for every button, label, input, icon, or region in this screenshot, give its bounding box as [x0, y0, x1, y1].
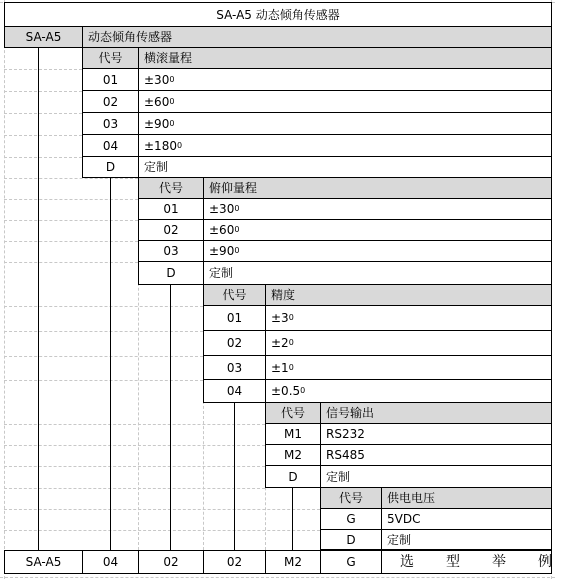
pitch-value: ±30 0 [203, 199, 552, 220]
roll-range-header: 横滚量程 [138, 48, 552, 69]
power-value: 定制 [381, 530, 552, 550]
roll-value: 定制 [138, 157, 552, 178]
roll-code: 01 [82, 69, 138, 91]
roll-value: ±90 0 [138, 113, 552, 135]
pitch-code: 01 [138, 199, 203, 220]
connector-line [170, 285, 171, 550]
output-code: M2 [265, 445, 320, 466]
roll-value: ±30 0 [138, 69, 552, 91]
pitch-code: D [138, 262, 203, 285]
roll-code: 02 [82, 91, 138, 113]
roll-value: ±60 0 [138, 91, 552, 113]
example-output-code: M2 [265, 550, 320, 574]
output-code: M1 [265, 424, 320, 445]
accuracy-code-header: 代号 [203, 285, 265, 306]
roll-code-header: 代号 [82, 48, 138, 69]
power-code: D [320, 530, 381, 550]
power-code-header: 代号 [320, 488, 381, 509]
roll-code: D [82, 157, 138, 178]
accuracy-code: 02 [203, 331, 265, 356]
pitch-value: ±60 0 [203, 220, 552, 241]
connector-line [292, 488, 293, 550]
model-name: 动态倾角传感器 [82, 27, 552, 48]
example-label: 选型举例 [381, 550, 552, 574]
accuracy-code: 01 [203, 306, 265, 331]
page-title: SA-A5 动态倾角传感器 [4, 2, 552, 27]
pitch-value: ±90 0 [203, 241, 552, 262]
model-code: SA-A5 [4, 27, 82, 48]
accuracy-code: 03 [203, 356, 265, 380]
power-header: 供电电压 [381, 488, 552, 509]
output-value: RS232 [320, 424, 552, 445]
example-pitch-code: 02 [138, 550, 203, 574]
power-code: G [320, 509, 381, 530]
example-accuracy-code: 02 [203, 550, 265, 574]
accuracy-code: 04 [203, 380, 265, 403]
connector-line [110, 178, 111, 550]
example-roll-code: 04 [82, 550, 138, 574]
pitch-code: 03 [138, 241, 203, 262]
output-value: 定制 [320, 466, 552, 488]
output-header: 信号输出 [320, 403, 552, 424]
roll-value: ±180 0 [138, 135, 552, 157]
pitch-code: 02 [138, 220, 203, 241]
output-value: RS485 [320, 445, 552, 466]
pitch-code-header: 代号 [138, 178, 203, 199]
accuracy-value: ±2 0 [265, 331, 552, 356]
output-code-header: 代号 [265, 403, 320, 424]
output-code: D [265, 466, 320, 488]
pitch-value: 定制 [203, 262, 552, 285]
roll-code: 04 [82, 135, 138, 157]
accuracy-value: ±3 0 [265, 306, 552, 331]
pitch-range-header: 俯仰量程 [203, 178, 552, 199]
accuracy-header: 精度 [265, 285, 552, 306]
example-model: SA-A5 [4, 550, 82, 574]
connector-line [234, 403, 235, 550]
power-value: 5VDC [381, 509, 552, 530]
example-power-code: G [320, 550, 381, 574]
roll-code: 03 [82, 113, 138, 135]
accuracy-value: ±0.5 0 [265, 380, 552, 403]
accuracy-value: ±1 0 [265, 356, 552, 380]
connector-line [38, 48, 39, 550]
